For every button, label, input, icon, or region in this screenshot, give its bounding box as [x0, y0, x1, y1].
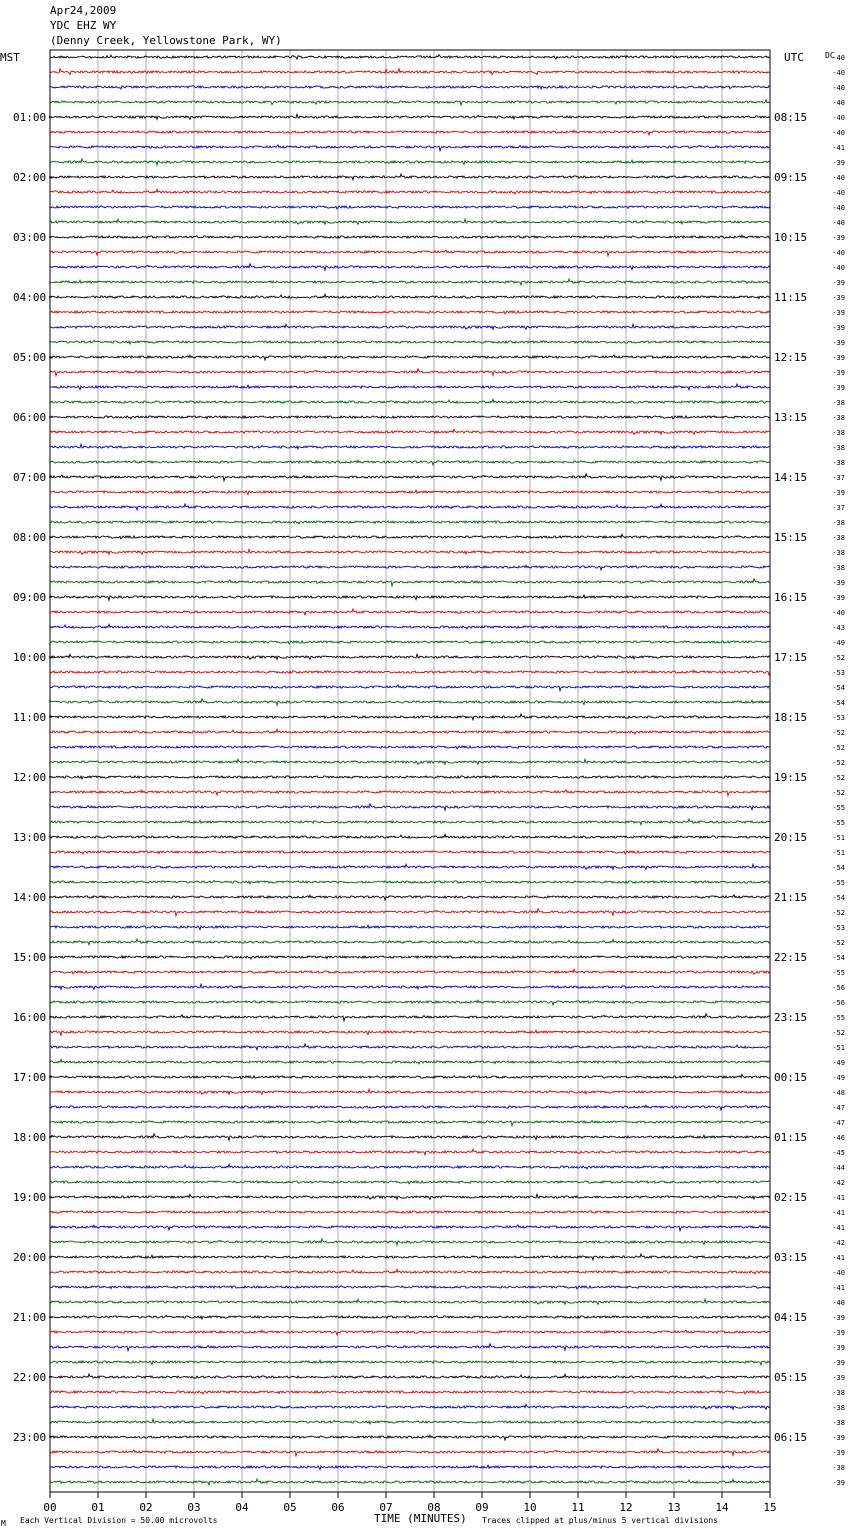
dc-offset-label: -38: [832, 1464, 845, 1472]
trace-line: [50, 1344, 770, 1351]
plot-frame: [50, 50, 770, 1492]
dc-offset-label: -56: [832, 984, 845, 992]
dc-offset-label: -40: [832, 69, 845, 77]
right-hour-label: 03:15: [774, 1251, 808, 1264]
trace-line: [50, 685, 770, 691]
dc-offset-label: -40: [832, 54, 845, 62]
right-hour-label: 11:15: [774, 291, 808, 304]
dc-offset-label: -38: [832, 564, 845, 572]
trace-line: [50, 416, 770, 419]
trace-line: [50, 909, 770, 916]
trace-line: [50, 549, 770, 554]
dc-offset-label: -55: [832, 969, 845, 977]
x-axis-title: TIME (MINUTES): [374, 1512, 467, 1525]
dc-offset-label: -41: [832, 1209, 845, 1217]
dc-offset-label: -54: [832, 684, 845, 692]
trace-line: [50, 1211, 770, 1213]
dc-offset-label: -39: [832, 1374, 845, 1382]
trace-line: [50, 130, 770, 135]
trace-line: [50, 294, 770, 299]
right-hour-label: 00:15: [774, 1071, 808, 1084]
trace-line: [50, 1299, 770, 1304]
trace-line: [50, 189, 770, 194]
dc-offset-label: -39: [832, 384, 845, 392]
clip-note: Traces clipped at plus/minus 5 vertical divisions: [482, 1516, 719, 1525]
trace-line: [50, 595, 770, 600]
left-hour-label: 07:00: [13, 471, 47, 484]
dc-offset-label: -43: [832, 624, 845, 632]
right-hour-label: 21:15: [774, 891, 808, 904]
dc-offset-label: -52: [832, 909, 845, 917]
dc-offset-label: -39: [832, 1479, 845, 1487]
dc-offset-label: -53: [832, 669, 845, 677]
dc-offset-label: -39: [832, 1359, 845, 1367]
chart-location: (Denny Creek, Yellowstone Park, WY): [50, 34, 282, 47]
trace-line: [50, 534, 770, 539]
left-hour-label: 11:00: [13, 711, 47, 724]
trace-line: [50, 834, 770, 838]
x-tick-label: 02: [139, 1501, 153, 1514]
trace-line: [50, 490, 770, 494]
trace-line: [50, 746, 770, 749]
dc-offset-label: -38: [832, 429, 845, 437]
dc-offset-label: -52: [832, 1029, 845, 1037]
x-tick-label: 01: [91, 1501, 105, 1514]
trace-line: [50, 1286, 770, 1289]
right-hour-label: 06:15: [774, 1431, 808, 1444]
trace-line: [50, 1134, 770, 1141]
dc-offset-label: -45: [832, 1149, 845, 1157]
dc-offset-label: -52: [832, 789, 845, 797]
right-hour-label: 02:15: [774, 1191, 808, 1204]
trace-line: [50, 895, 770, 900]
trace-line: [50, 100, 770, 106]
trace-line: [50, 1225, 770, 1231]
trace-line: [50, 609, 770, 615]
trace-line: [50, 219, 770, 224]
x-tick-label: 12: [619, 1501, 633, 1514]
trace-line: [50, 956, 770, 959]
trace-line: [50, 1479, 770, 1485]
trace-line: [50, 521, 770, 524]
trace-line: [50, 1419, 770, 1424]
trace-line: [50, 114, 770, 119]
dc-offset-label: -38: [832, 459, 845, 467]
dc-offset-label: -38: [832, 534, 845, 542]
trace-line: [50, 1391, 770, 1394]
x-tick-label: 03: [187, 1501, 201, 1514]
trace-line: [50, 69, 770, 75]
x-tick-label: 05: [283, 1501, 297, 1514]
trace-line: [50, 1316, 770, 1319]
trace-line: [50, 1105, 770, 1110]
dc-offset-label: -41: [832, 144, 845, 152]
trace-line: [50, 1254, 770, 1260]
trace-line: [50, 1435, 770, 1440]
trace-line: [50, 1269, 770, 1274]
trace-line: [50, 1449, 770, 1456]
trace-line: [50, 1360, 770, 1365]
footer-mark: M: [1, 1519, 6, 1528]
dc-offset-label: -39: [832, 1344, 845, 1352]
dc-offset-label: -52: [832, 744, 845, 752]
dc-offset-label: -40: [832, 609, 845, 617]
dc-offset-label: -40: [832, 1269, 845, 1277]
trace-line: [50, 1030, 770, 1035]
trace-line: [50, 1000, 770, 1005]
dc-offset-label: -39: [832, 234, 845, 242]
dc-offset-label: -55: [832, 1014, 845, 1022]
trace-line: [50, 145, 770, 151]
dc-offset-label: -38: [832, 414, 845, 422]
dc-offset-label: -39: [832, 1314, 845, 1322]
right-hour-label: 16:15: [774, 591, 808, 604]
left-hour-label: 13:00: [13, 831, 47, 844]
trace-line: [50, 579, 770, 586]
trace-line: [50, 206, 770, 209]
trace-line: [50, 670, 770, 675]
seismic-traces: [50, 55, 770, 1485]
dc-offset-label: -38: [832, 1419, 845, 1427]
left-hour-label: 05:00: [13, 351, 47, 364]
dc-offset-label: -40: [832, 249, 845, 257]
dc-offset-label: -41: [832, 1224, 845, 1232]
trace-line: [50, 851, 770, 854]
right-hour-label: 18:15: [774, 711, 808, 724]
right-hour-label: 08:15: [774, 111, 808, 124]
trace-line: [50, 444, 770, 449]
dc-offset-label: -38: [832, 549, 845, 557]
dc-offset-label: -40: [832, 84, 845, 92]
trace-line: [50, 311, 770, 314]
dc-offset-label: -39: [832, 354, 845, 362]
right-hour-label: 05:15: [774, 1371, 808, 1384]
trace-line: [50, 699, 770, 706]
trace-line: [50, 429, 770, 434]
dc-offset-label: -52: [832, 729, 845, 737]
x-tick-label: 15: [763, 1501, 777, 1514]
trace-line: [50, 881, 770, 884]
dc-offset-label: -39: [832, 594, 845, 602]
dc-offset-label: -40: [832, 219, 845, 227]
trace-line: [50, 324, 770, 329]
trace-line: [50, 790, 770, 796]
right-hour-label: 15:15: [774, 531, 808, 544]
left-hour-label: 18:00: [13, 1131, 47, 1144]
trace-line: [50, 1074, 770, 1079]
dc-offset-label: -53: [832, 924, 845, 932]
left-hour-label: 06:00: [13, 411, 47, 424]
dc-offset-label: -38: [832, 519, 845, 527]
trace-line: [50, 624, 770, 629]
trace-line: [50, 1149, 770, 1155]
dc-offset-label: -37: [832, 474, 845, 482]
dc-offset-label: -38: [832, 399, 845, 407]
dc-offset-label: -40: [832, 129, 845, 137]
dc-offset-label: -54: [832, 954, 845, 962]
dc-offset-label: -51: [832, 1044, 845, 1052]
left-hour-label: 01:00: [13, 111, 47, 124]
left-hour-label: 23:00: [13, 1431, 47, 1444]
left-hour-label: 22:00: [13, 1371, 47, 1384]
dc-offset-label: -39: [832, 369, 845, 377]
dc-offset-label: -39: [832, 1434, 845, 1442]
trace-line: [50, 341, 770, 344]
chart-date: Apr24,2009: [50, 4, 117, 17]
dc-offset-label: -39: [832, 159, 845, 167]
dc-offset-label: -52: [832, 939, 845, 947]
trace-line: [50, 654, 770, 659]
right-hour-label: 13:15: [774, 411, 808, 424]
left-hour-label: 17:00: [13, 1071, 47, 1084]
trace-line: [50, 384, 770, 390]
dc-offset-label: -48: [832, 1089, 845, 1097]
left-hour-label: 10:00: [13, 651, 47, 664]
trace-line: [50, 279, 770, 285]
trace-line: [50, 460, 770, 465]
left-hour-label: 19:00: [13, 1191, 47, 1204]
left-hour-label: 15:00: [13, 951, 47, 964]
x-tick-label: 00: [43, 1501, 57, 1514]
trace-line: [50, 399, 770, 403]
left-hour-label: 03:00: [13, 231, 47, 244]
dc-offset-label: -51: [832, 849, 845, 857]
dc-offset-label: -54: [832, 699, 845, 707]
trace-line: [50, 864, 770, 869]
x-tick-label: 14: [715, 1501, 729, 1514]
dc-offset-label: -46: [832, 1134, 845, 1142]
dc-offset-label: -47: [832, 1119, 845, 1127]
right-hour-label: 09:15: [774, 171, 808, 184]
trace-line: [50, 174, 770, 180]
left-hour-label: 16:00: [13, 1011, 47, 1024]
right-hour-label: 10:15: [774, 231, 808, 244]
dc-offset-label: -54: [832, 894, 845, 902]
trace-line: [50, 776, 770, 779]
dc-offset-label: -52: [832, 654, 845, 662]
trace-line: [50, 1014, 770, 1021]
trace-line: [50, 729, 770, 734]
right-hour-label: 14:15: [774, 471, 808, 484]
right-hour-label: 23:15: [774, 1011, 808, 1024]
dc-offset-label: -39: [832, 339, 845, 347]
x-tick-label: 04: [235, 1501, 249, 1514]
dc-offset-label: -49: [832, 639, 845, 647]
trace-line: [50, 1404, 770, 1409]
dc-offset-label: -42: [832, 1239, 845, 1247]
trace-line: [50, 565, 770, 570]
dc-offset-label: -38: [832, 1389, 845, 1397]
dc-offset-label: -40: [832, 1299, 845, 1307]
dc-offset-label: -39: [832, 489, 845, 497]
dc-offset-label: -39: [832, 309, 845, 317]
x-tick-label: 09: [475, 1501, 489, 1514]
dc-offset-label: -53: [832, 714, 845, 722]
left-hour-label: 02:00: [13, 171, 47, 184]
dc-offset-label: -40: [832, 189, 845, 197]
dc-offset-label: -47: [832, 1104, 845, 1112]
trace-line: [50, 504, 770, 510]
right-axis-title: UTC: [784, 51, 804, 64]
trace-line: [50, 1059, 770, 1064]
dc-offset-label: -40: [832, 204, 845, 212]
dc-offset-label: -39: [832, 294, 845, 302]
dc-offset-label: -41: [832, 1194, 845, 1202]
trace-line: [50, 1181, 770, 1184]
dc-offset-label: -39: [832, 1449, 845, 1457]
left-hour-label: 12:00: [13, 771, 47, 784]
right-hour-label: 01:15: [774, 1131, 808, 1144]
trace-line: [50, 159, 770, 166]
trace-line: [50, 939, 770, 945]
trace-line: [50, 714, 770, 720]
right-hour-label: 12:15: [774, 351, 808, 364]
x-tick-label: 08: [427, 1501, 441, 1514]
scale-note: Each Vertical Division = 50.00 microvolts: [20, 1516, 218, 1525]
trace-line: [50, 804, 770, 811]
dc-offset-label: -40: [832, 264, 845, 272]
trace-line: [50, 55, 770, 60]
right-hour-label: 22:15: [774, 951, 808, 964]
right-hour-label: 19:15: [774, 771, 808, 784]
left-axis-title: MST: [0, 51, 20, 64]
dc-offset-label: -49: [832, 1074, 845, 1082]
x-tick-label: 10: [523, 1501, 537, 1514]
dc-offset-label: -41: [832, 1254, 845, 1262]
dc-offset-label: -41: [832, 1284, 845, 1292]
trace-line: [50, 925, 770, 929]
trace-line: [50, 1164, 770, 1169]
left-hour-label: 14:00: [13, 891, 47, 904]
dc-offset-label: -40: [832, 174, 845, 182]
dc-offset-label: -52: [832, 759, 845, 767]
trace-line: [50, 1120, 770, 1126]
dc-offset-label: -38: [832, 444, 845, 452]
left-hour-label: 21:00: [13, 1311, 47, 1324]
trace-line: [50, 984, 770, 989]
trace-line: [50, 474, 770, 481]
dc-offset-label: -54: [832, 864, 845, 872]
trace-line: [50, 1239, 770, 1246]
trace-line: [50, 235, 770, 238]
dc-offset-label: -55: [832, 819, 845, 827]
trace-line: [50, 1044, 770, 1050]
dc-offset-label: -42: [832, 1179, 845, 1187]
x-tick-label: 06: [331, 1501, 345, 1514]
trace-line: [50, 369, 770, 376]
dc-offset-label: -40: [832, 99, 845, 107]
dc-offset-label: -56: [832, 999, 845, 1007]
trace-line: [50, 1089, 770, 1094]
dc-offset-label: -55: [832, 879, 845, 887]
trace-line: [50, 86, 770, 90]
trace-line: [50, 641, 770, 644]
right-hour-label: 20:15: [774, 831, 808, 844]
dc-offset-label: -39: [832, 324, 845, 332]
dc-offset-label: -39: [832, 579, 845, 587]
x-tick-label: 11: [571, 1501, 585, 1514]
left-hour-label: 20:00: [13, 1251, 47, 1264]
dc-offset-label: -40: [832, 114, 845, 122]
dc-offset-label: -37: [832, 504, 845, 512]
dc-offset-label: -39: [832, 279, 845, 287]
trace-line: [50, 759, 770, 764]
trace-line: [50, 355, 770, 360]
trace-line: [50, 1194, 770, 1199]
dc-label: DC: [825, 51, 835, 60]
right-hour-label: 04:15: [774, 1311, 808, 1324]
left-hour-label: 08:00: [13, 531, 47, 544]
x-axis-ticks: [43, 1492, 776, 1514]
trace-line: [50, 264, 770, 271]
trace-line: [50, 1374, 770, 1378]
trace-line: [50, 1330, 770, 1335]
right-hour-label: 17:15: [774, 651, 808, 664]
dc-offset-label: -38: [832, 1404, 845, 1412]
dc-offset-label: -39: [832, 1329, 845, 1337]
dc-offset-label: -51: [832, 834, 845, 842]
trace-line: [50, 819, 770, 825]
dc-offset-label: -49: [832, 1059, 845, 1067]
x-tick-label: 13: [667, 1501, 681, 1514]
left-hour-label: 04:00: [13, 291, 47, 304]
chart-station: YDC EHZ WY: [50, 19, 117, 32]
dc-offset-label: -52: [832, 774, 845, 782]
dc-offset-label: -44: [832, 1164, 845, 1172]
trace-line: [50, 250, 770, 256]
trace-line: [50, 969, 770, 974]
dc-offset-label: -55: [832, 804, 845, 812]
left-hour-label: 09:00: [13, 591, 47, 604]
x-tick-label: 07: [379, 1501, 393, 1514]
trace-line: [50, 1465, 770, 1469]
